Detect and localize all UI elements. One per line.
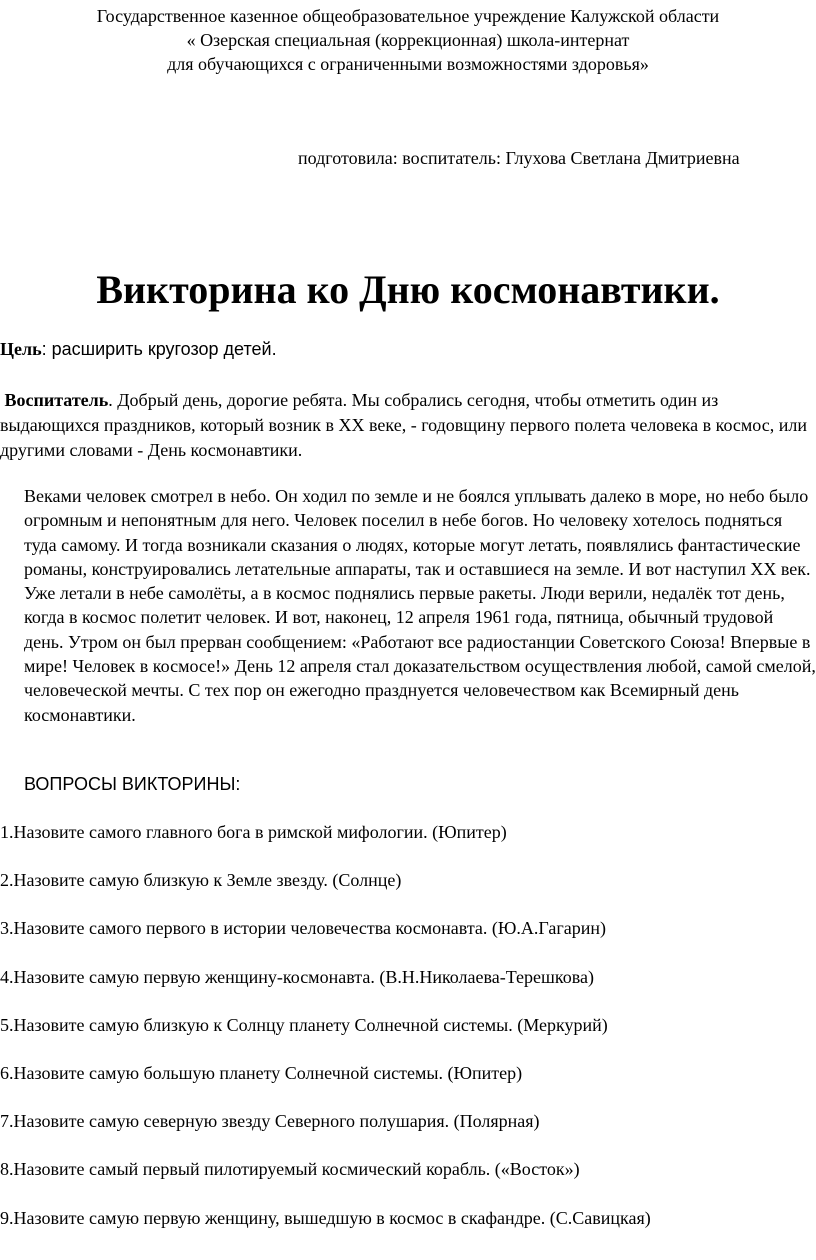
- question-item: 3.Назовите самого первого в истории человечества космонавта. (Ю.А.Гагарин): [0, 918, 606, 939]
- question-item: 1.Назовите самого главного бога в римской мифологии. (Юпитер): [0, 822, 507, 842]
- questions-list: [0, 820, 816, 1254]
- question-item: 2.Назовите самую близкую к Земле звезду. (Солнце): [0, 870, 402, 891]
- header-line-3: для обучающихся с ограниченными возможностями здоровья»: [167, 54, 649, 74]
- header-line-2: « Озерская специальная (коррекционная) школа-интернат: [186, 30, 630, 50]
- question-item: 8.Назовите самый первый пилотируемый космический корабль. («Восток»): [0, 1159, 580, 1180]
- goal-label: Цель: [0, 339, 42, 359]
- question-item: 4.Назовите самую первую женщину-космонавта. (В.Н.Николаева-Терешкова): [0, 966, 594, 987]
- institution-header: [0, 4, 816, 76]
- story-paragraph: Веками человек смотрел в небо. Он ходил по земле и не боялся уплывать далеко в море, но небо было огромным и непонятным для него. Человек поселил в небе богов. Но человеку хотелось подняться туда самому. И тогда возникали сказания о людях, которые могут летать, появлялись фантастические романы, конструировались летательные аппараты, так и оставшиеся на земле. И вот наступил XX век. Уже летали в небе самолёты, а в космос поднялись первые ракеты. Люди верили, недалёк тот день, когда в космос полетит человек. И вот, наконец, 12 апреля 1961 года, пятница, обычный трудовой день. Утром он был прерван сообщением: «Работают все радиостанции Советского Союза! Впервые в мире! Человек в космосе!» День 12 апреля стал доказательством осуществления любой, самой смелой, человеческой мечты. С тех пор он ежегодно празднуется человечеством как Всемирный день космонавтики.: [24, 486, 816, 725]
- question-item: 7.Назовите самую северную звезду Северного полушария. (Полярная): [0, 1111, 540, 1132]
- page-title: Викторина ко Дню космонавтики.: [96, 267, 720, 312]
- question-item: 9.Назовите самую первую женщину, вышедшую в космос в скафандре. (С.Савицкая): [0, 1207, 651, 1228]
- questions-heading: ВОПРОСЫ ВИКТОРИНЫ:: [24, 774, 241, 794]
- goal-paragraph: [0, 339, 277, 360]
- question-item: 6.Назовите самую большую планету Солнечной системы. (Юпитер): [0, 1062, 523, 1083]
- intro-speaker: Воспитатель: [4, 390, 109, 410]
- question-item: 5.Назовите самую близкую к Солнцу планету Солнечной системы. (Меркурий): [0, 1014, 608, 1035]
- header-line-1: Государственное казенное общеобразовательное учреждение Калужской области: [96, 6, 720, 26]
- author-line: подготовила: воспитатель: Глухова Светлана Дмитриевна: [298, 148, 740, 168]
- intro-text: . Добрый день, дорогие ребята. Мы собрались сегодня, чтобы отметить один из выдающихся праздников, который возник в XX веке, - годовщину первого полета человека в космос, или другими словами - День космонавтики.: [0, 390, 807, 460]
- goal-text: : расширить кругозор детей.: [41, 339, 277, 359]
- intro-paragraph: [0, 388, 812, 463]
